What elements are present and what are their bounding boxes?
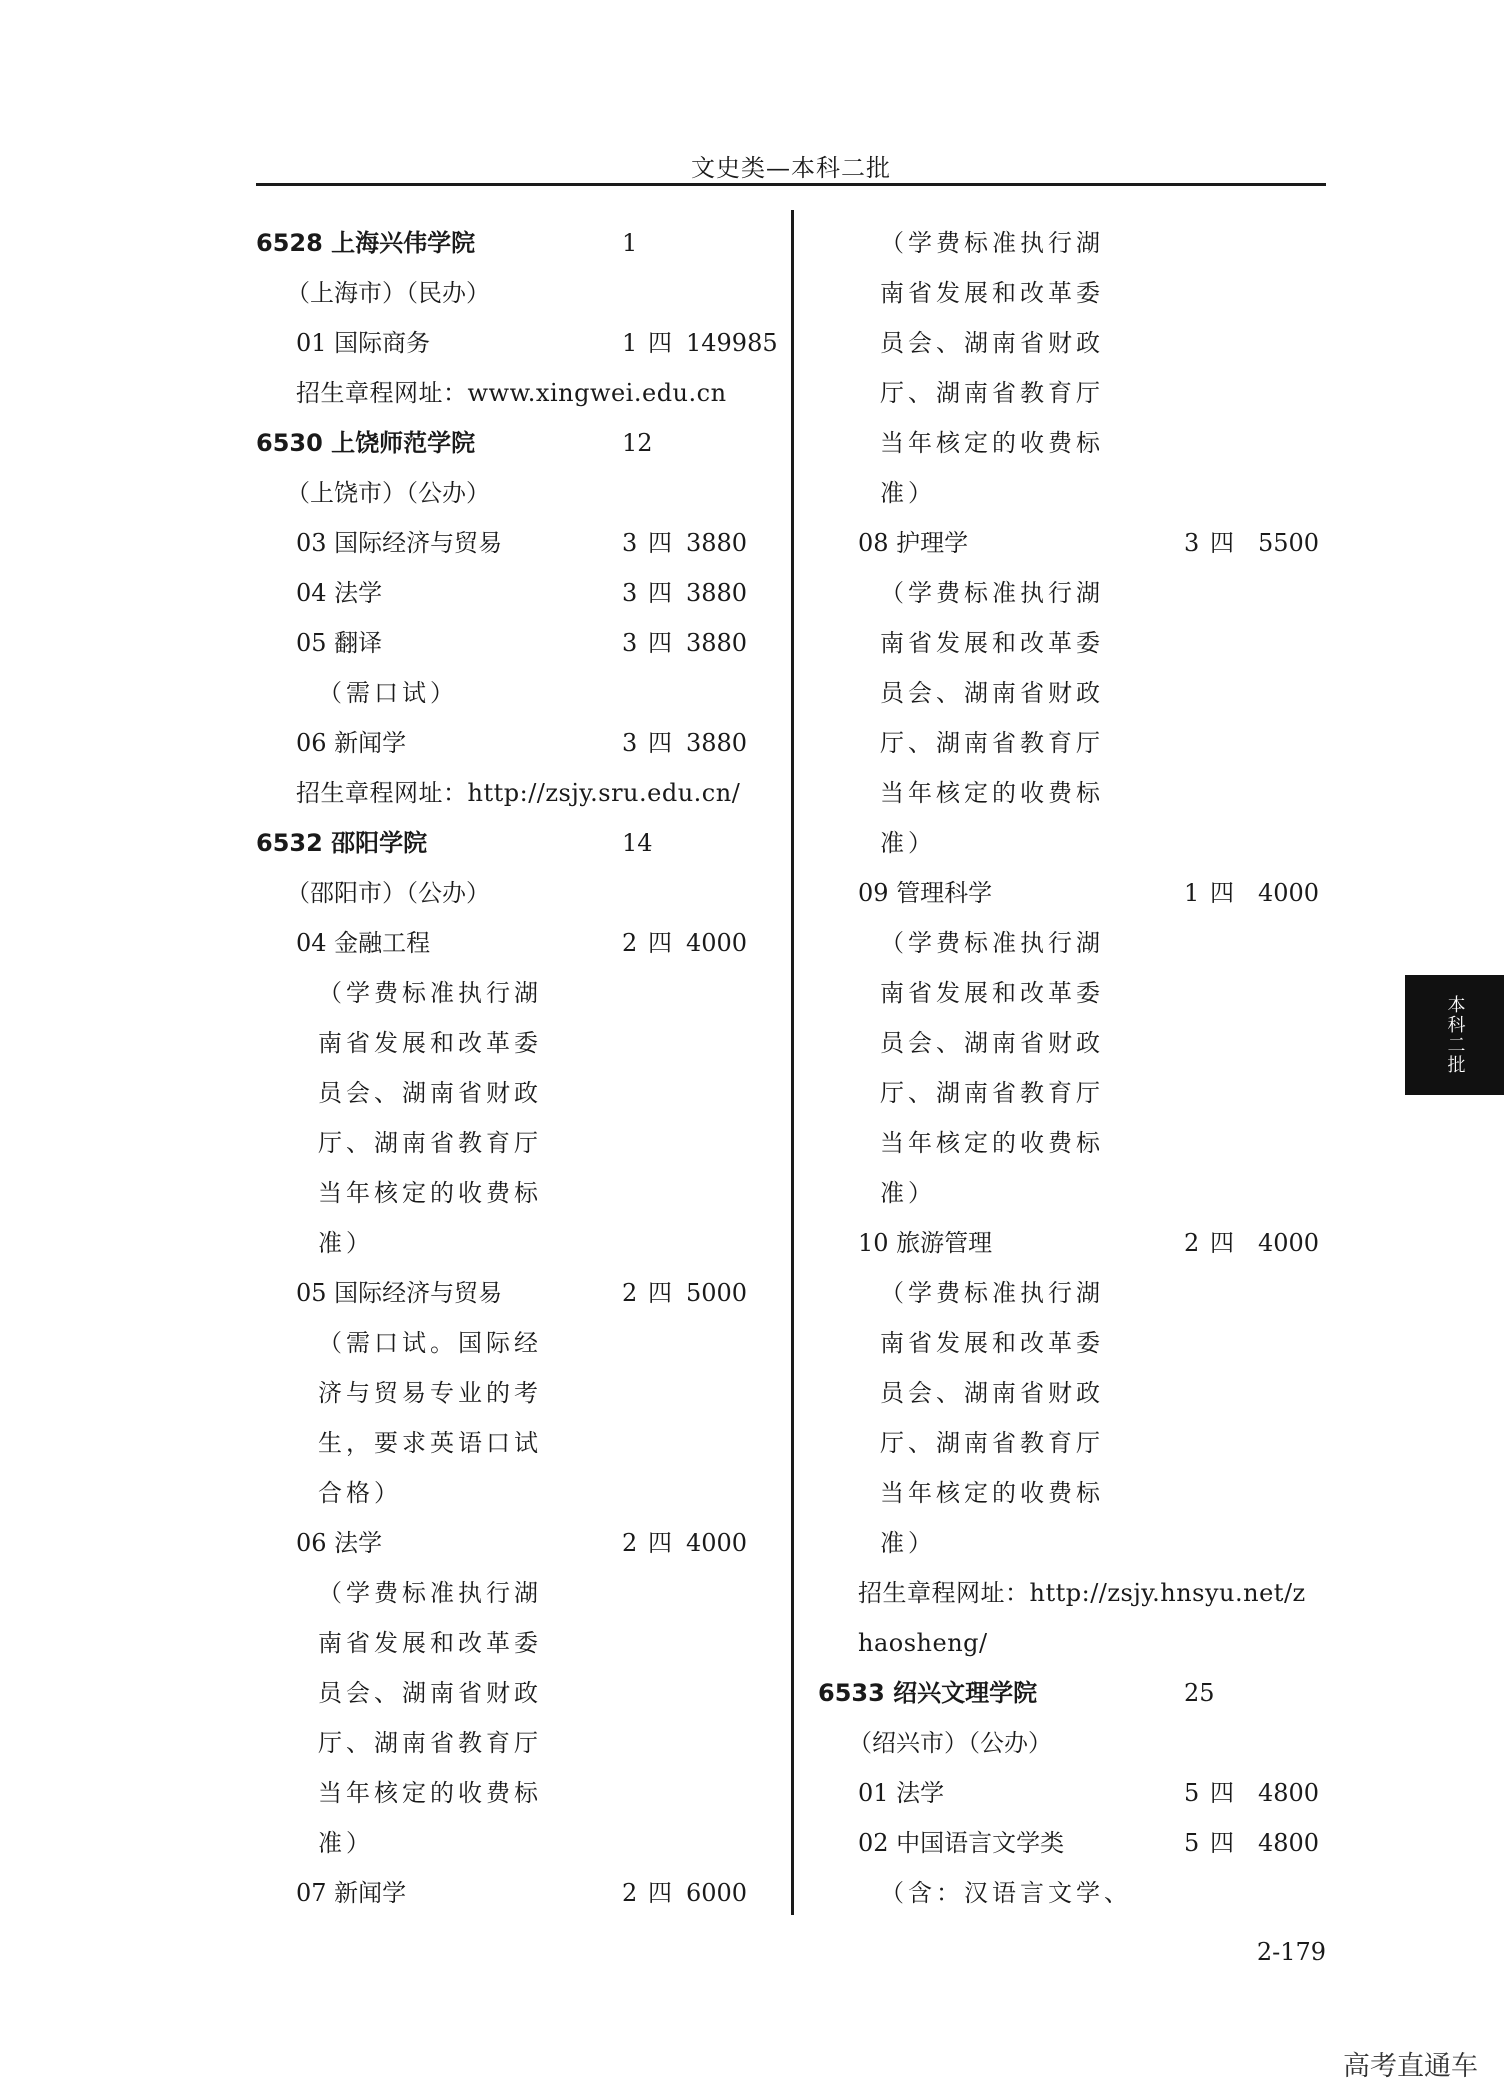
header-rule (256, 183, 1326, 186)
left-url-line (296, 368, 776, 418)
loc-text: （邵阳市）（公办） (286, 879, 490, 907)
loc-text: （上海市）（民办） (286, 279, 490, 307)
url-text: haosheng/ (858, 1629, 988, 1657)
left-note-line (318, 1818, 798, 1868)
right-note-line (880, 1068, 1360, 1118)
left-school-line (256, 418, 736, 468)
left-note-line (318, 1018, 798, 1068)
right-note-line (880, 368, 1360, 418)
note-text: （需口试。国际经 (318, 1329, 542, 1357)
tuition-fee: 5000 (686, 1279, 748, 1307)
study-years: 四 (648, 579, 672, 607)
plan-count: 12 (622, 429, 653, 457)
plan-count: 3 (1184, 529, 1200, 557)
right-school-line (818, 1668, 1298, 1718)
note-text: 员会、湖南省财政 (880, 679, 1104, 707)
left-note-line (318, 1168, 798, 1218)
major-text: 04 法学 (296, 579, 383, 607)
left-major-line (296, 1518, 776, 1568)
study-years: 四 (1210, 1229, 1234, 1257)
study-years: 四 (648, 629, 672, 657)
plan-count: 2 (622, 1529, 638, 1557)
right-note-line (880, 918, 1360, 968)
study-years: 四 (648, 329, 672, 357)
note-text: 准） (880, 1179, 936, 1207)
right-note-line (880, 218, 1360, 268)
plan-count: 1 (622, 229, 638, 257)
left-note-line (318, 668, 798, 718)
tuition-fee: 4000 (1258, 879, 1320, 907)
left-school-line (256, 218, 736, 268)
url-text: 招生章程网址：http://zsjy.hnsyu.net/z (858, 1579, 1306, 1607)
right-loc-line (848, 1718, 1328, 1768)
study-years: 四 (648, 1529, 672, 1557)
school-text: 6532 邵阳学院 (256, 829, 428, 857)
right-major-line (858, 1218, 1338, 1268)
note-text: （学费标准执行湖 (880, 229, 1104, 257)
right-note-line (880, 818, 1360, 868)
right-note-line (880, 468, 1360, 518)
left-school-line (256, 818, 736, 868)
right-note-line (880, 1018, 1360, 1068)
note-text: 厅、湖南省教育厅 (880, 729, 1104, 757)
right-url-line (858, 1568, 1338, 1618)
left-major-line (296, 618, 776, 668)
major-text: 01 国际商务 (296, 329, 431, 357)
major-text: 03 国际经济与贸易 (296, 529, 503, 557)
note-text: 员会、湖南省财政 (318, 1679, 542, 1707)
tuition-fee: 3880 (686, 529, 748, 557)
major-text: 06 新闻学 (296, 729, 407, 757)
left-note-line (318, 1418, 798, 1468)
plan-count: 2 (1184, 1229, 1200, 1257)
note-text: 当年核定的收费标 (880, 779, 1104, 807)
left-major-line (296, 1868, 776, 1918)
right-note-line (880, 268, 1360, 318)
right-note-line (880, 768, 1360, 818)
left-loc-line (286, 468, 766, 518)
study-years: 四 (1210, 1779, 1234, 1807)
note-text: 员会、湖南省财政 (880, 1379, 1104, 1407)
note-text: 合格） (318, 1479, 402, 1507)
plan-count: 3 (622, 529, 638, 557)
major-text: 06 法学 (296, 1529, 383, 1557)
note-text: 生，要求英语口试 (318, 1429, 542, 1457)
note-text: 准） (880, 829, 936, 857)
school-text: 6530 上饶师范学院 (256, 429, 476, 457)
note-text: 南省发展和改革委 (880, 979, 1104, 1007)
tuition-fee: 4000 (686, 1529, 748, 1557)
plan-count: 25 (1184, 1679, 1215, 1707)
plan-count: 1 (622, 329, 638, 357)
left-note-line (318, 968, 798, 1018)
note-text: 厅、湖南省教育厅 (880, 1429, 1104, 1457)
major-text: 05 翻译 (296, 629, 383, 657)
right-major-line (858, 1768, 1338, 1818)
left-note-line (318, 1568, 798, 1618)
plan-count: 2 (622, 929, 638, 957)
note-text: （含：汉语言文学、 (880, 1879, 1132, 1907)
note-text: 准） (318, 1829, 374, 1857)
tuition-fee: 3880 (686, 729, 748, 757)
note-text: 准） (880, 1529, 936, 1557)
left-note-line (318, 1718, 798, 1768)
note-text: 当年核定的收费标 (880, 1129, 1104, 1157)
school-text: 6528 上海兴伟学院 (256, 229, 476, 257)
tuition-fee: 3880 (686, 629, 748, 657)
note-text: 厅、湖南省教育厅 (880, 1079, 1104, 1107)
plan-count: 5 (1184, 1829, 1200, 1857)
right-major-line (858, 518, 1338, 568)
right-url-line (858, 1618, 1338, 1668)
loc-text: （上饶市）（公办） (286, 479, 490, 507)
right-note-line (880, 1468, 1360, 1518)
tuition-fee: 4000 (686, 929, 748, 957)
plan-count: 3 (622, 629, 638, 657)
study-years: 四 (1210, 529, 1234, 557)
study-years: 四 (648, 1879, 672, 1907)
right-note-line (880, 1118, 1360, 1168)
note-text: 南省发展和改革委 (318, 1629, 542, 1657)
side-tab-label: 本科二批 (1444, 995, 1466, 1075)
left-note-line (318, 1218, 798, 1268)
major-text: 08 护理学 (858, 529, 969, 557)
left-note-line (318, 1668, 798, 1718)
right-note-line (880, 1168, 1360, 1218)
study-years: 四 (648, 729, 672, 757)
loc-text: （绍兴市）（公办） (848, 1729, 1052, 1757)
note-text: 当年核定的收费标 (318, 1179, 542, 1207)
left-note-line (318, 1118, 798, 1168)
right-note-line (880, 418, 1360, 468)
left-major-line (296, 1268, 776, 1318)
study-years: 四 (1210, 1829, 1234, 1857)
plan-count: 14 (622, 829, 653, 857)
page-header-title: 文史类—本科二批 (691, 154, 891, 182)
right-note-line (880, 1418, 1360, 1468)
note-text: 南省发展和改革委 (880, 279, 1104, 307)
note-text: 当年核定的收费标 (880, 429, 1104, 457)
major-text: 05 国际经济与贸易 (296, 1279, 503, 1307)
plan-count: 2 (622, 1279, 638, 1307)
note-text: 南省发展和改革委 (880, 1329, 1104, 1357)
plan-count: 5 (1184, 1779, 1200, 1807)
note-text: （学费标准执行湖 (880, 929, 1104, 957)
left-note-line (318, 1468, 798, 1518)
url-text: 招生章程网址：www.xingwei.edu.cn (296, 379, 727, 407)
tuition-fee: 3880 (686, 579, 748, 607)
page-number: 2-179 (1256, 1938, 1326, 1966)
right-note-line (880, 1318, 1360, 1368)
left-major-line (296, 318, 776, 368)
left-loc-line (286, 868, 766, 918)
major-text: 02 中国语言文学类 (858, 1829, 1065, 1857)
right-note-line (880, 668, 1360, 718)
note-text: 员会、湖南省财政 (880, 329, 1104, 357)
tuition-fee: 4000 (1258, 1229, 1320, 1257)
right-note-line (880, 568, 1360, 618)
left-major-line (296, 918, 776, 968)
left-note-line (318, 1768, 798, 1818)
plan-count: 3 (622, 729, 638, 757)
left-note-line (318, 1068, 798, 1118)
note-text: （学费标准执行湖 (318, 1579, 542, 1607)
right-note-line (880, 618, 1360, 668)
plan-count: 3 (622, 579, 638, 607)
note-text: 员会、湖南省财政 (318, 1079, 542, 1107)
url-text: 招生章程网址：http://zsjy.sru.edu.cn/ (296, 779, 741, 807)
plan-count: 1 (1184, 879, 1200, 907)
note-text: 员会、湖南省财政 (880, 1029, 1104, 1057)
right-note-line (880, 1868, 1360, 1918)
plan-count: 2 (622, 1879, 638, 1907)
school-text: 6533 绍兴文理学院 (818, 1679, 1038, 1707)
left-note-line (318, 1318, 798, 1368)
note-text: （学费标准执行湖 (880, 579, 1104, 607)
right-note-line (880, 1518, 1360, 1568)
note-text: 当年核定的收费标 (880, 1479, 1104, 1507)
major-text: 09 管理科学 (858, 879, 993, 907)
left-major-line (296, 518, 776, 568)
watermark-text: 高考直通车 (1343, 2051, 1478, 2082)
left-url-line (296, 768, 776, 818)
note-text: 准） (318, 1229, 374, 1257)
tuition-fee: 6000 (686, 1879, 748, 1907)
study-years: 四 (1210, 879, 1234, 907)
left-note-line (318, 1368, 798, 1418)
note-text: 厅、湖南省教育厅 (880, 379, 1104, 407)
right-major-line (858, 868, 1338, 918)
study-years: 四 (648, 529, 672, 557)
study-years: 四 (648, 929, 672, 957)
major-text: 04 金融工程 (296, 929, 431, 957)
left-major-line (296, 718, 776, 768)
note-text: 南省发展和改革委 (318, 1029, 542, 1057)
tuition-fee: 149985 (686, 329, 778, 357)
study-years: 四 (648, 1279, 672, 1307)
right-major-line (858, 1818, 1338, 1868)
major-text: 07 新闻学 (296, 1879, 407, 1907)
left-major-line (296, 568, 776, 618)
note-text: 南省发展和改革委 (880, 629, 1104, 657)
tuition-fee: 4800 (1258, 1829, 1320, 1857)
left-loc-line (286, 268, 766, 318)
left-note-line (318, 1618, 798, 1668)
note-text: 济与贸易专业的考 (318, 1379, 542, 1407)
major-text: 01 法学 (858, 1779, 945, 1807)
note-text: （学费标准执行湖 (318, 979, 542, 1007)
tuition-fee: 5500 (1258, 529, 1320, 557)
right-note-line (880, 1368, 1360, 1418)
tuition-fee: 4800 (1258, 1779, 1320, 1807)
note-text: （需口试） (318, 679, 458, 707)
note-text: 当年核定的收费标 (318, 1779, 542, 1807)
right-note-line (880, 1268, 1360, 1318)
note-text: 厅、湖南省教育厅 (318, 1729, 542, 1757)
note-text: 厅、湖南省教育厅 (318, 1129, 542, 1157)
note-text: （学费标准执行湖 (880, 1279, 1104, 1307)
major-text: 10 旅游管理 (858, 1229, 993, 1257)
right-note-line (880, 968, 1360, 1018)
note-text: 准） (880, 479, 936, 507)
right-note-line (880, 718, 1360, 768)
side-tab (1405, 975, 1504, 1095)
right-note-line (880, 318, 1360, 368)
